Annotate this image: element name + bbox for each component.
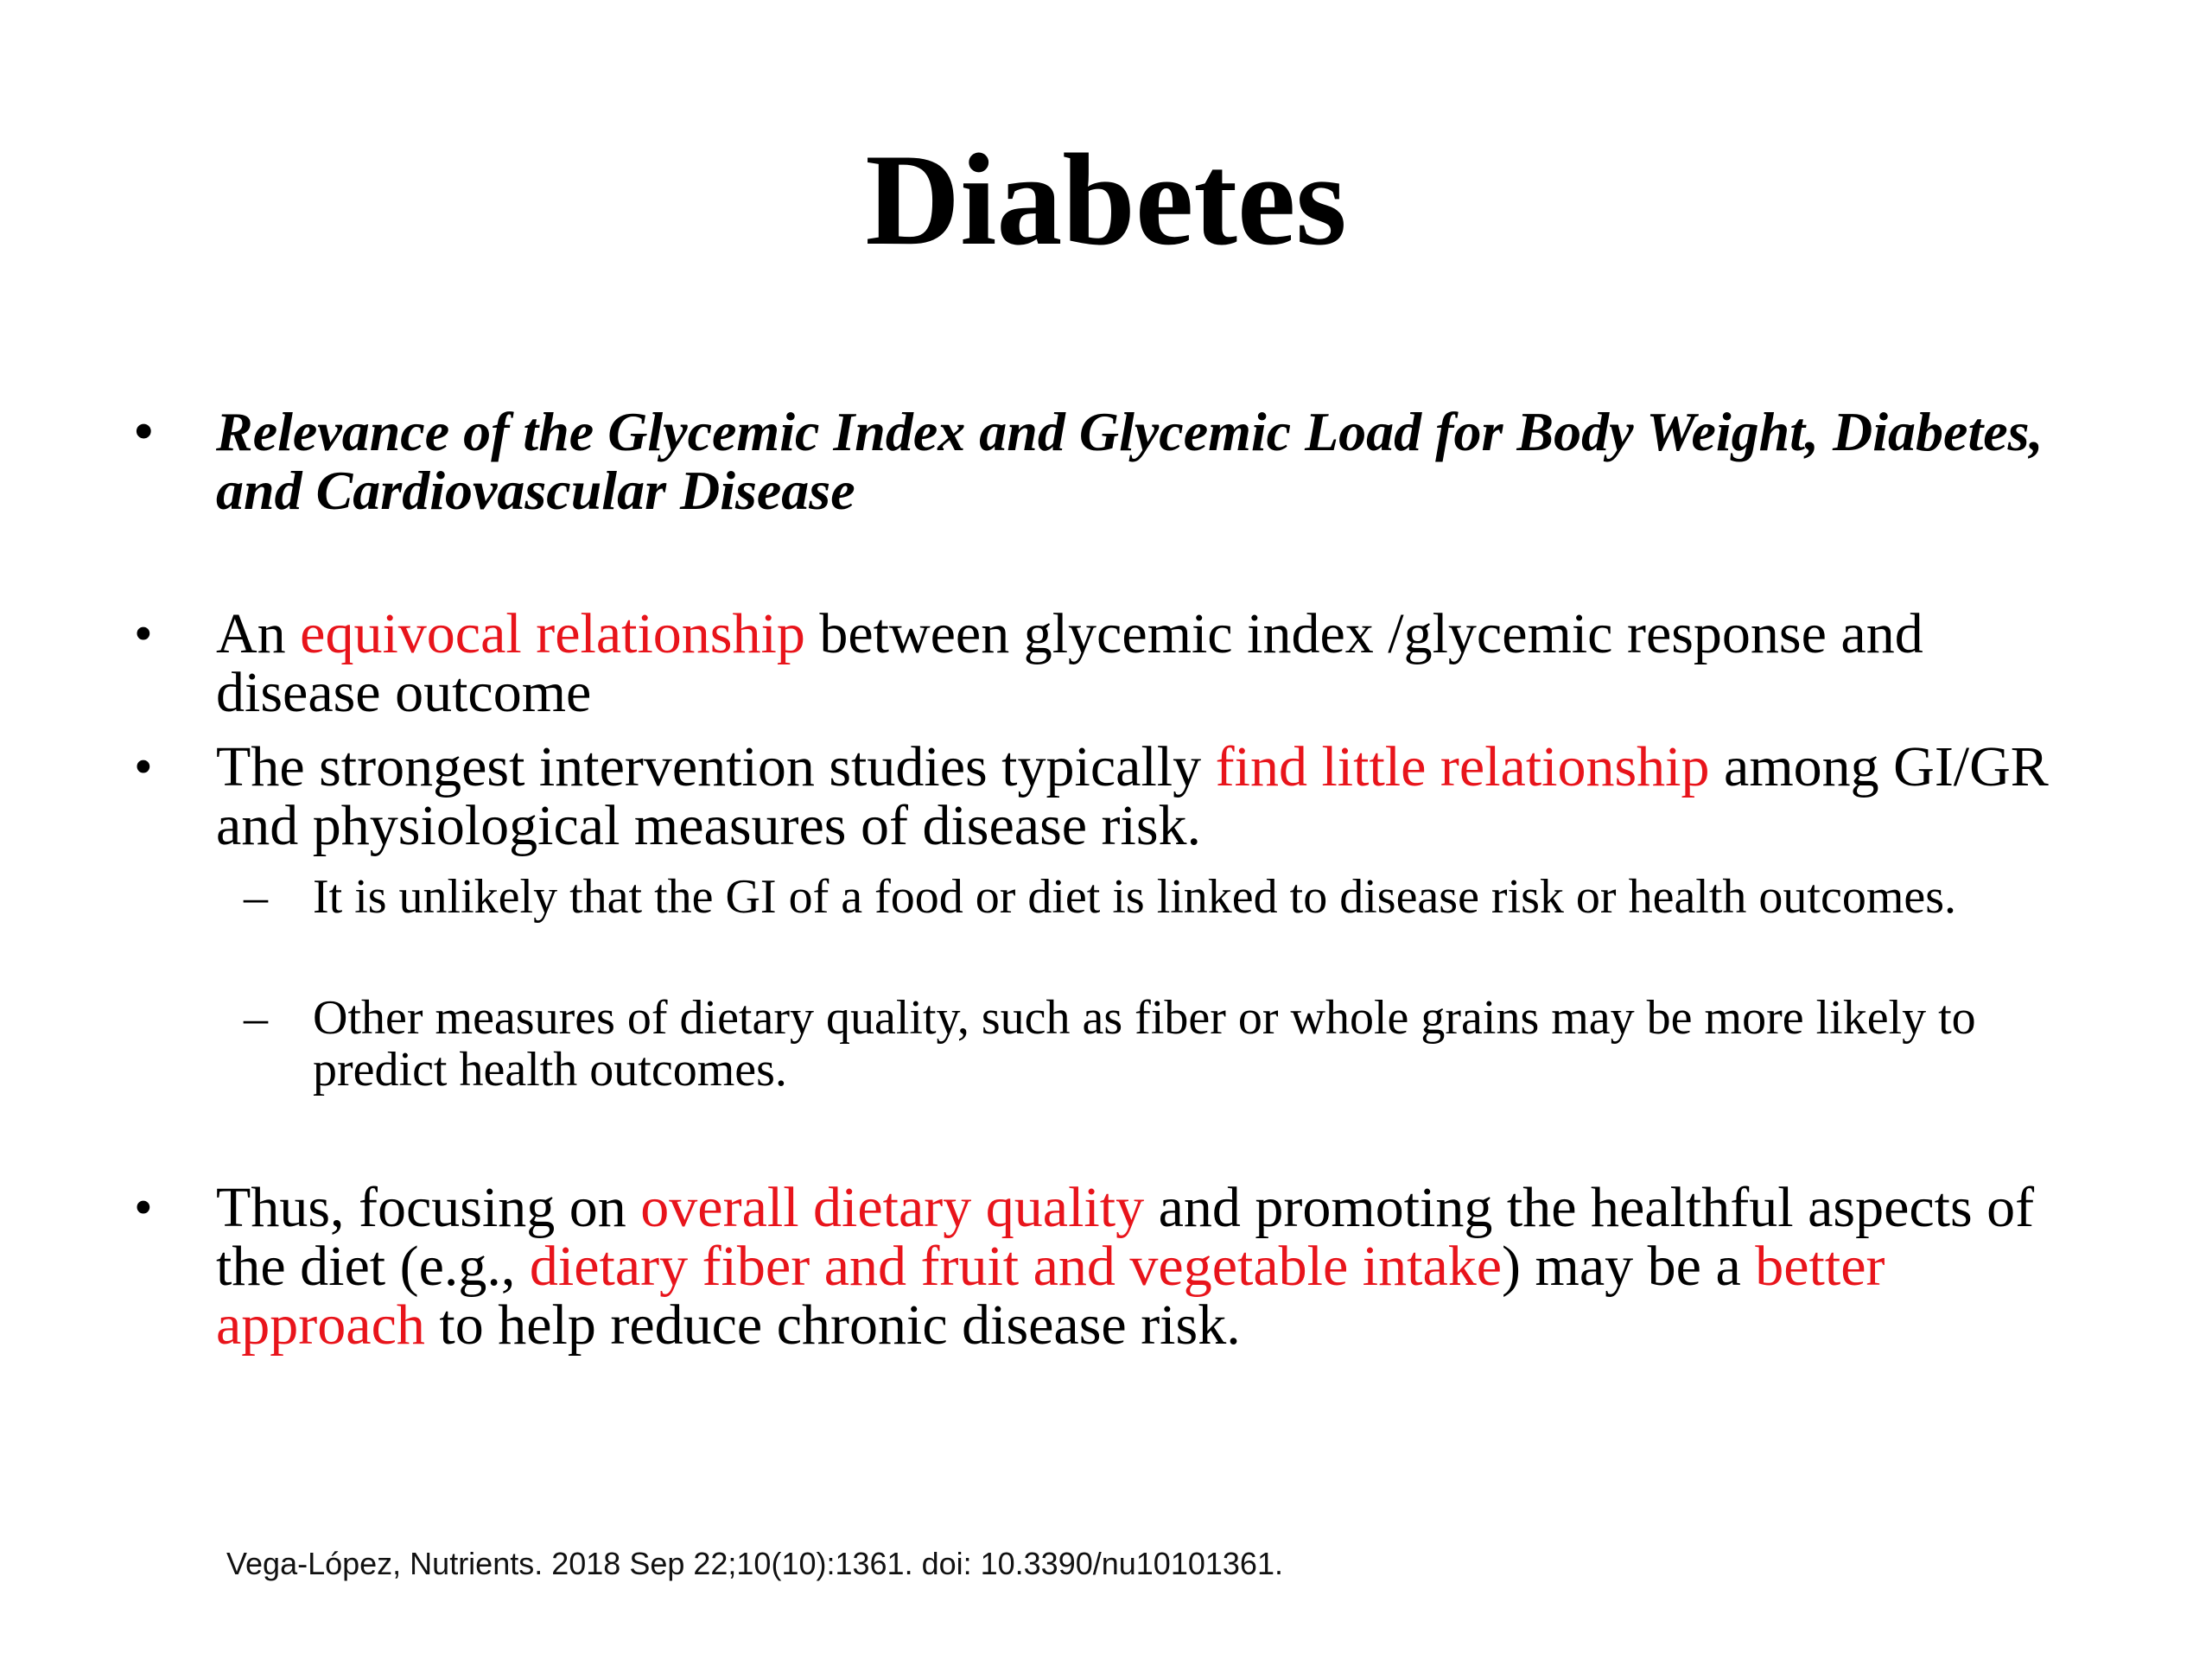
bullet-text: An <box>216 602 301 665</box>
bullet-text: The strongest intervention studies typically <box>216 735 1216 798</box>
bullet-text: and promoting the healthful aspects of the diet (e.g., <box>216 1176 2035 1298</box>
highlight-text: dietary fiber and fruit and vegetable intake <box>529 1235 1503 1298</box>
bullet-marker: • <box>134 738 153 797</box>
bullet-text: to help reduce chronic disease risk. <box>424 1294 1241 1357</box>
bullet-text: Thus, focusing on <box>216 1176 641 1239</box>
reference-title-text: Relevance of the Glycemic Index and Glycemic Load for Body Weight, Diabetes, and Cardiovascular Disease <box>216 401 2044 521</box>
bullet-text: between glycemic index /glycemic response and disease outcome <box>216 602 1923 724</box>
highlight-text: find little relationship <box>1215 735 1710 798</box>
bullet-text: ) may be a <box>1502 1235 1756 1298</box>
dash-marker: – <box>244 870 268 924</box>
bullet-strongest-studies <box>134 735 2100 857</box>
sub-bullet-text: Other measures of dietary quality, such as fiber or whole grains may be more likely to predict health outcomes. <box>313 991 1976 1096</box>
bullet-marker: • <box>134 403 153 461</box>
sub-bullet-gi-unlikely <box>244 870 2093 924</box>
bullet-marker: • <box>134 605 153 664</box>
slide-title: Diabetes <box>865 127 1347 272</box>
bullet-reference-title <box>134 401 2100 521</box>
highlight-text: overall dietary quality <box>640 1176 1145 1239</box>
bullet-equivocal <box>134 602 2100 724</box>
sub-bullet-other-measures <box>244 991 2093 1096</box>
dash-marker: – <box>244 991 268 1045</box>
bullet-conclusion <box>134 1176 2100 1357</box>
sub-bullet-text: It is unlikely that the GI of a food or diet is linked to disease risk or health outcomes. <box>313 870 1957 924</box>
bullet-text: among GI/GR and physiological measures of disease risk. <box>216 735 2049 857</box>
bullet-marker: • <box>134 1179 153 1237</box>
citation: Vega-López, Nutrients. 2018 Sep 22;10(10):1361. doi: 10.3390/nu10101361. <box>226 1546 1283 1581</box>
highlight-text: better approach <box>216 1235 1885 1357</box>
highlight-text: equivocal relationship <box>300 602 805 665</box>
